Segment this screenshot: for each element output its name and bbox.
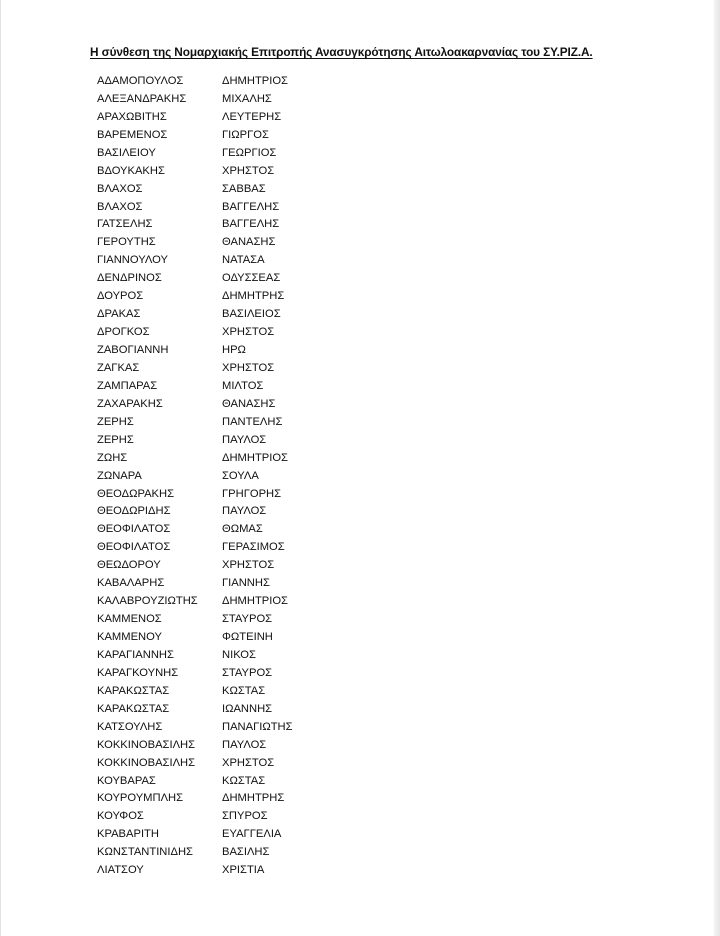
member-surname: ΚΡΑΒΑΡΙΤΗ (97, 828, 159, 841)
member-first-name: ΘΑΝΑΣΗΣ (222, 236, 276, 249)
member-row (97, 610, 293, 628)
member-surname: ΛΙΑΤΣΟΥ (97, 864, 144, 877)
member-surname: ΖΕΡΗΣ (97, 433, 134, 446)
member-row (97, 233, 293, 251)
member-surname: ΚΟΚΚΙΝΟΒΑΣΙΛΗΣ (97, 738, 196, 751)
member-row (97, 305, 293, 323)
member-first-name: ΧΡΗΣΤΟΣ (222, 756, 275, 769)
member-surname: ΓΙΑΝΝΟΥΛΟΥ (97, 254, 168, 267)
member-row (97, 449, 293, 467)
member-first-name: ΔΗΜΗΤΡΗΣ (222, 792, 285, 805)
member-surname: ΚΑΛΑΒΡΟΥΖΙΩΤΗΣ (97, 595, 198, 608)
member-first-name: ΘΩΜΑΣ (222, 523, 263, 536)
member-first-name: ΝΙΚΟΣ (222, 648, 256, 661)
member-surname: ΖΑΓΚΑΣ (97, 361, 140, 374)
member-first-name: ΓΙΩΡΓΟΣ (222, 128, 269, 141)
member-row (97, 682, 293, 700)
member-surname: ΔΟΥΡΟΣ (97, 290, 144, 303)
member-first-name: ΔΗΜΗΤΡΙΟΣ (222, 74, 288, 87)
member-row (97, 413, 293, 431)
member-surname: ΚΑΡΑΚΩΣΤΑΣ (97, 684, 170, 697)
member-first-name: ΓΕΡΑΣΙΜΟΣ (222, 541, 285, 554)
member-first-name: ΣΑΒΒΑΣ (222, 182, 266, 195)
member-first-name: ΧΡΗΣΤΟΣ (222, 326, 275, 339)
member-surname: ΚΑΤΣΟΥΛΗΣ (97, 720, 163, 733)
member-first-name: ΙΩΑΝΝΗΣ (222, 702, 273, 715)
member-row (97, 485, 293, 503)
member-surname: ΖΩΗΣ (97, 451, 128, 464)
member-first-name: ΓΕΩΡΓΙΟΣ (222, 146, 277, 159)
member-row (97, 180, 293, 198)
member-surname: ΒΛΑΧΟΣ (97, 200, 143, 213)
member-first-name: ΓΡΗΓΟΡΗΣ (222, 487, 282, 500)
member-row (97, 287, 293, 305)
member-surname: ΒΛΑΧΟΣ (97, 182, 143, 195)
member-first-name: ΣΠΥΡΟΣ (222, 810, 268, 823)
member-first-name: ΣΟΥΛΑ (222, 469, 259, 482)
member-row (97, 718, 293, 736)
member-surname: ΘΕΟΔΩΡΑΚΗΣ (97, 487, 175, 500)
member-surname: ΒΔΟΥΚΑΚΗΣ (97, 164, 165, 177)
member-first-name: ΠΑΥΛΟΣ (222, 505, 267, 518)
member-surname: ΘΕΟΦΙΛΑΤΟΣ (97, 523, 171, 536)
member-surname: ΓΕΡΟΥΤΗΣ (97, 236, 156, 249)
member-surname: ΑΔΑΜΟΠΟΥΛΟΣ (97, 74, 184, 87)
member-surname: ΔΕΝΔΡΙΝΟΣ (97, 272, 162, 285)
member-first-name: ΜΙΧΑΛΗΣ (222, 92, 272, 105)
member-row (97, 72, 293, 90)
member-first-name: ΓΙΑΝΝΗΣ (222, 577, 270, 590)
member-first-name: ΛΕΥΤΕΡΗΣ (222, 110, 282, 123)
member-surname: ΘΕΩΔΟΡΟΥ (97, 559, 161, 572)
member-first-name: ΔΗΜΗΤΡΙΟΣ (222, 595, 288, 608)
member-surname: ΖΑΜΠΑΡΑΣ (97, 379, 158, 392)
member-row (97, 861, 293, 879)
member-row (97, 807, 293, 825)
member-row (97, 843, 293, 861)
member-surname: ΚΟΥΡΟΥΜΠΛΗΣ (97, 792, 184, 805)
member-first-name: ΔΗΜΗΤΡΙΟΣ (222, 451, 288, 464)
member-row (97, 431, 293, 449)
member-first-name: ΘΑΝΑΣΗΣ (222, 397, 276, 410)
member-first-name: ΦΩΤΕΙΝΗ (222, 631, 273, 644)
member-row (97, 108, 293, 126)
member-first-name: ΠΑΝΑΓΙΩΤΗΣ (222, 720, 293, 733)
member-row (97, 754, 293, 772)
member-surname: ΑΛΕΞΑΝΔΡΑΚΗΣ (97, 92, 187, 105)
member-list (97, 72, 293, 879)
member-row (97, 556, 293, 574)
member-row (97, 216, 293, 234)
member-first-name: ΠΑΥΛΟΣ (222, 433, 267, 446)
member-row (97, 736, 293, 754)
member-row (97, 323, 293, 341)
document-title: Η σύνθεση της Νομαρχιακής Επιτροπής Ανασυγκρότησης Αιτωλοακαρνανίας του ΣΥ.ΡΙΖ.Α. (90, 45, 593, 59)
member-first-name: ΧΡΙΣΤΙΑ (222, 864, 265, 877)
member-surname: ΚΟΥΦΟΣ (97, 810, 144, 823)
member-surname: ΒΑΡΕΜΕΝΟΣ (97, 128, 168, 141)
member-surname: ΖΑΒΟΓΙΑΝΝΗ (97, 344, 169, 357)
member-row (97, 359, 293, 377)
member-first-name: ΟΔΥΣΣΕΑΣ (222, 272, 281, 285)
member-row (97, 90, 293, 108)
member-row (97, 790, 293, 808)
member-surname: ΚΑΡΑΓΙΑΝΝΗΣ (97, 648, 174, 661)
member-first-name: ΧΡΗΣΤΟΣ (222, 559, 275, 572)
member-row (97, 825, 293, 843)
member-surname: ΚΑΡΑΓΚΟΥΝΗΣ (97, 666, 179, 679)
member-row (97, 538, 293, 556)
member-surname: ΚΟΚΚΙΝΟΒΑΣΙΛΗΣ (97, 756, 196, 769)
member-first-name: ΣΤΑΥΡΟΣ (222, 613, 273, 626)
member-surname: ΚΑΡΑΚΩΣΤΑΣ (97, 702, 170, 715)
member-surname: ΘΕΟΔΩΡΙΔΗΣ (97, 505, 171, 518)
member-row (97, 198, 293, 216)
member-surname: ΖΑΧΑΡΑΚΗΣ (97, 397, 163, 410)
member-row (97, 520, 293, 538)
member-surname: ΘΕΟΦΙΛΑΤΟΣ (97, 541, 171, 554)
member-first-name: ΗΡΩ (222, 344, 246, 357)
member-row (97, 269, 293, 287)
member-surname: ΚΑΒΑΛΑΡΗΣ (97, 577, 165, 590)
member-first-name: ΚΩΣΤΑΣ (222, 684, 266, 697)
member-first-name: ΚΩΣΤΑΣ (222, 774, 266, 787)
member-row (97, 341, 293, 359)
member-surname: ΚΩΝΣΤΑΝΤΙΝΙΔΗΣ (97, 846, 193, 859)
member-row (97, 162, 293, 180)
page-edge-shadow (714, 0, 720, 936)
member-surname: ΔΡΑΚΑΣ (97, 308, 141, 321)
member-row (97, 628, 293, 646)
member-surname: ΖΕΡΗΣ (97, 415, 134, 428)
member-surname: ΖΩΝΑΡΑ (97, 469, 142, 482)
member-row (97, 251, 293, 269)
member-row (97, 592, 293, 610)
member-first-name: ΧΡΗΣΤΟΣ (222, 164, 275, 177)
member-first-name: ΕΥΑΓΓΕΛΙΑ (222, 828, 282, 841)
member-first-name: ΒΑΓΓΕΛΗΣ (222, 218, 280, 231)
member-first-name: ΣΤΑΥΡΟΣ (222, 666, 273, 679)
member-first-name: ΔΗΜΗΤΡΗΣ (222, 290, 285, 303)
member-surname: ΚΟΥΒΑΡΑΣ (97, 774, 156, 787)
member-row (97, 377, 293, 395)
member-surname: ΚΑΜΜΕΝΟΥ (97, 631, 162, 644)
member-first-name: ΜΙΛΤΟΣ (222, 379, 264, 392)
member-surname: ΔΡΟΓΚΟΣ (97, 326, 150, 339)
member-row (97, 503, 293, 521)
member-surname: ΑΡΑΧΩΒΙΤΗΣ (97, 110, 167, 123)
member-first-name: ΒΑΣΙΛΕΙΟΣ (222, 308, 281, 321)
member-row (97, 700, 293, 718)
member-row (97, 126, 293, 144)
member-surname: ΚΑΜΜΕΝΟΣ (97, 613, 162, 626)
member-first-name: ΒΑΓΓΕΛΗΣ (222, 200, 280, 213)
member-first-name: ΧΡΗΣΤΟΣ (222, 361, 275, 374)
member-first-name: ΠΑΝΤΕΛΗΣ (222, 415, 283, 428)
member-first-name: ΠΑΥΛΟΣ (222, 738, 267, 751)
member-row (97, 664, 293, 682)
member-first-name: ΝΑΤΑΣΑ (222, 254, 265, 267)
member-row (97, 646, 293, 664)
member-row (97, 144, 293, 162)
member-row (97, 467, 293, 485)
member-row (97, 395, 293, 413)
member-first-name: ΒΑΣΙΛΗΣ (222, 846, 270, 859)
member-row (97, 772, 293, 790)
member-surname: ΓΑΤΣΕΛΗΣ (97, 218, 153, 231)
member-surname: ΒΑΣΙΛΕΙΟΥ (97, 146, 156, 159)
member-row (97, 574, 293, 592)
